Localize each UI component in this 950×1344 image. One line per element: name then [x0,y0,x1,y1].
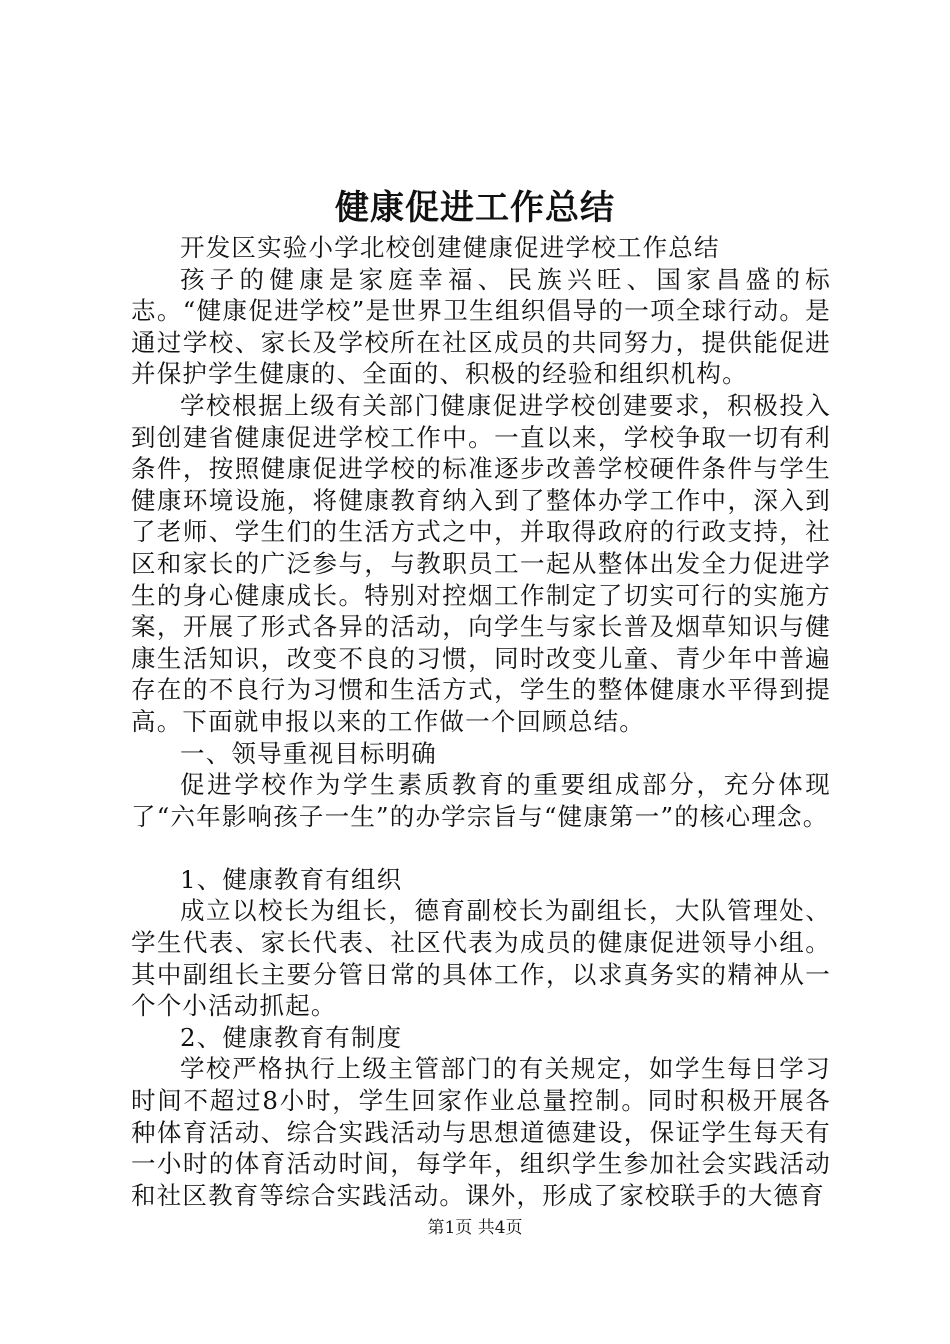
document-title: 健康促进工作总结 [335,188,615,228]
paragraph-intro: 孩子的健康是家庭幸福、民族兴旺、国家昌盛的标志。“健康促进学校”是世界卫生组织倡导的一项全球行动。是通过学校、家长及学校所在社区成员的共同努力，提供能促进并保护学生健康的、全面的、积极的经验和组织机构。 [131,264,831,389]
section-heading-1: 一、领导重视目标明确 [180,738,437,768]
subsection-heading-1: 1、健康教育有组织 [180,864,403,894]
document-subtitle: 开发区实验小学北校创建健康促进学校工作总结 [180,233,720,262]
paragraph-organization: 成立以校长为组长，德育副校长为副组长，大队管理处、学生代表、家长代表、社区代表为成员的健康促进领导小组。其中副组长主要分管日常的具体工作，以求真务实的精神从一个个小活动抓起。 [131,896,831,1021]
paragraph-section-1: 促进学校作为学生素质教育的重要组成部分，充分体现了“六年影响孩子一生”的办学宗旨与“健康第一”的核心理念。 [131,770,831,831]
document-body [131,232,831,1211]
subsection-heading-2: 2、健康教育有制度 [180,1022,403,1052]
paragraph-system: 学校严格执行上级主管部门的有关规定，如学生每日学习时间不超过8小时，学生回家作业总量控制。同时积极开展各种体育活动、综合实践活动与思想道德建设，保证学生每天有一小时的体育活动时间，每学年，组织学生参加社会实践活动和社区教育等综合实践活动。课外，形成了家校联手的大德育 [131,1054,831,1210]
paragraph-overview: 学校根据上级有关部门健康促进学校创建要求，积极投入到创建省健康促进学校工作中。一直以来，学校争取一切有利条件，按照健康促进学校的标准逐步改善学校硬件条件与学生健康环境设施，将健康教育纳入到了整体办学工作中，深入到了老师、学生们的生活方式之中，并取得政府的行政支持，社区和家长的广泛参与，与教职员工一起从整体出发全力促进学生的身心健康成长。特别对控烟工作制定了切实可行的实施方案，开展了形式各异的活动，向学生与家长普及烟草知识与健康生活知识，改变不良的习惯，同时改变儿童、青少年中普遍存在的不良行为习惯和生活方式，学生的整体健康水平得到提高。下面就申报以来的工作做一个回顾总结。 [131,390,831,736]
page-footer: 第1页 共4页 [427,1218,523,1238]
